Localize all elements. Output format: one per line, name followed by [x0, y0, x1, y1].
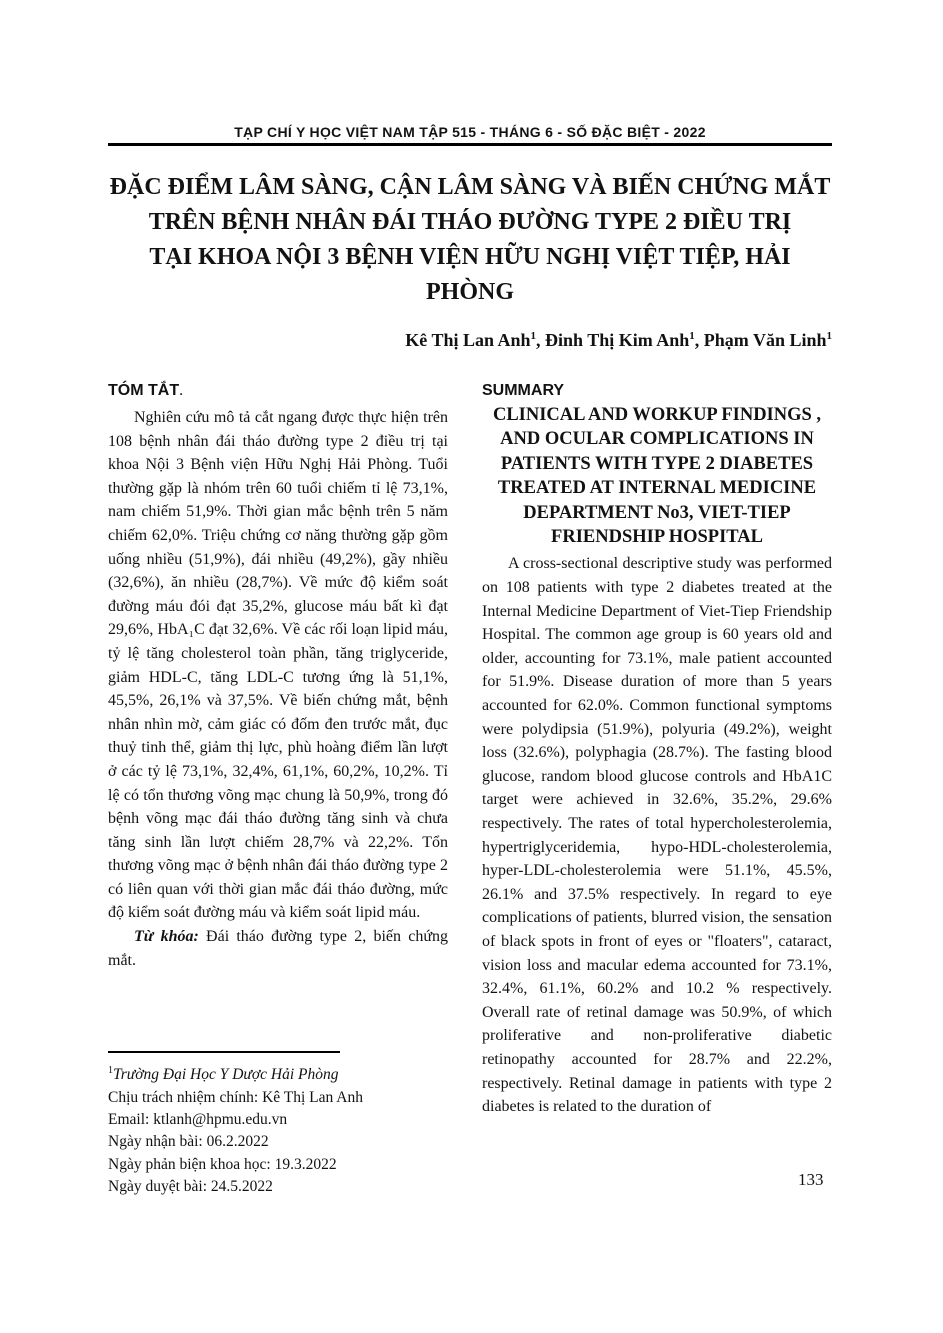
authors-line	[108, 324, 832, 353]
abstract-heading	[108, 379, 448, 403]
abstract-heading-dot: .	[179, 382, 184, 399]
footnote-received-date: Ngày nhận bài: 06.2.2022	[108, 1133, 269, 1151]
two-column-body	[108, 379, 832, 1211]
page-number: 133	[798, 1170, 824, 1189]
author-affiliation-mark: 1	[689, 330, 695, 342]
author-separator: ,	[536, 330, 546, 350]
author-affiliation-mark: 1	[826, 330, 832, 342]
footnote-accepted-date: Ngày duyệt bài: 24.5.2022	[108, 1178, 273, 1196]
summary-title-line: TREATED AT INTERNAL MEDICINE	[497, 478, 817, 499]
keywords-text: Đái tháo đường type 2, biến chứng mắt.	[108, 928, 448, 969]
article-title	[108, 170, 832, 310]
summary-text: A cross-sectional descriptive study was performed on 108 patients with type 2 diabetes treated at the Internal Medicine Department of Viet-Tiep Friendship Hospital. The common age group is 60 years old and older, accounting for 73.1%, male patient accounted for 51.9%. Disease duration of more than 5 years accounted for 62.0%. Common functional symptoms were polydipsia (51.9%), polyuria (49.2%), weight loss (32.6%), polyphagia (28.7%). The fasting blood glucose, random blood glucose controls and HbA1C target were achieved in 32.6%, 35.2%, 29.6% respectively. The rates of total hypercholesterolemia, hypertriglyceridemia, hypo-HDL-cholesterolemia, hyper-LDL-cholesterolemia were 51.1%, 45.5%, 26.1% and 37.5% respectively. In regard to eye complications of patients, blurred vision, the sensation of black spots in front of eyes or "floaters", cataract, vision loss and macular edema accounted for 73.1%, 32.4%, 61.1%, 60.2% and 10.2 % respectively. Overall rate of retinal damage was 50.9%, of which proliferative and non-proliferative diabetic retinopathy accounted for 28.7% and 22.2%, respectively. Retinal damage in patients with type 2 diabetes is related to the duration of	[482, 555, 832, 1116]
abstract-column	[108, 379, 448, 1211]
summary-title-line: FRIENDSHIP HOSPITAL	[551, 527, 763, 548]
footnote-review-date: Ngày phản biện khoa học: 19.3.2022	[108, 1155, 337, 1173]
footnote-block	[108, 1051, 448, 1199]
author-name: Phạm Văn Linh	[703, 330, 827, 350]
summary-title-line: AND OCULAR COMPLICATIONS IN	[500, 429, 814, 450]
footnote-email: Email: ktlanh@hpmu.edu.vn	[108, 1110, 288, 1128]
summary-title-line: CLINICAL AND WORKUP FINDINGS ,	[492, 405, 822, 425]
author-name: Đinh Thị Kim Anh	[545, 330, 690, 350]
author-affiliation-mark: 1	[530, 330, 537, 342]
abstract-heading-text: TÓM TẮT	[108, 382, 180, 399]
footnote-rule	[108, 1051, 340, 1053]
summary-title-line: PATIENTS WITH TYPE 2 DIABETES	[500, 453, 814, 474]
author-name: Kê Thị Lan Anh	[405, 330, 531, 350]
footnote-affiliation-mark: 1	[108, 1065, 113, 1076]
author-separator: ,	[694, 330, 704, 350]
summary-column	[482, 379, 832, 1211]
article-title-line: TẠI KHOA NỘI 3 BỆNH VIỆN HỮU NGHỊ VIỆT TIỆP, HẢI PHÒNG	[149, 244, 791, 305]
footnote-corresponding-author: Chịu trách nhiệm chính: Kê Thị Lan Anh	[108, 1088, 363, 1106]
footnote-affiliation	[108, 1060, 448, 1087]
summary-heading: SUMMARY	[482, 382, 565, 399]
article-title-line: ĐẶC ĐIỂM LÂM SÀNG, CẬN LÂM SÀNG VÀ BIẾN CHỨNG MẮT	[109, 174, 831, 200]
summary-title-line: DEPARTMENT No3, VIET-TIEP	[523, 502, 791, 523]
keywords-line	[108, 925, 448, 972]
summary-title	[482, 403, 832, 549]
article-title-line: TRÊN BỆNH NHÂN ĐÁI THÁO ĐƯỜNG TYPE 2 ĐIỀU TRỊ	[148, 209, 792, 235]
journal-header: TẠP CHÍ Y HỌC VIỆT NAM TẬP 515 - THÁNG 6 - SỐ ĐẶC BIỆT - 2022	[108, 124, 832, 146]
page-content	[108, 124, 832, 1211]
keywords-label: Từ khóa:	[134, 928, 199, 946]
abstract-text: Nghiên cứu mô tả cắt ngang được thực hiện trên 108 bệnh nhân đái tháo đường type 2 điều trị tại khoa Nội 3 Bệnh viện Hữu Nghị Hải Phòng. Tuổi thường gặp là nhóm trên 60 tuổi chiếm tỉ lệ 73,1%, nam chiếm 51,9%. Thời gian mắc bệnh trên 5 năm chiếm 62,0%. Triệu chứng cơ năng thường gặp gồm uống nhiều (51,9%), đái nhiều (49,2%), gầy nhiều (32,6%), ăn nhiều (28,7%). Về mức độ kiểm soát đường máu đói đạt 35,2%, glucose máu bất kì đạt 29,6%, HbA₁C đạt 32,6%. Về các rối loạn lipid máu, tỷ lệ tăng cholesterol toàn phần, tăng triglyceride, giảm HDL-C, tăng LDL-C tương ứng là 51,1%, 45,5%, 26,1% và 37,5%. Về biến chứng mắt, bệnh nhân nhìn mờ, cảm giác có đốm đen trước mắt, đục thuỷ tinh thể, giảm thị lực, phù hoàng điểm lần lượt ở các tỷ lệ 73,1%, 32,4%, 61,1%, 60,2%, 10,2%. Tỉ lệ có tổn thương võng mạc chung là 50,9%, trong đó bệnh võng mạc đái tháo đường tăng sinh và chưa tăng sinh lần lượt chiếm 28,7% và 22,2%. Tổn thương võng mạc ở bệnh nhân đái tháo đường type 2 có liên quan với thời gian mắc đái tháo đường, mức độ kiểm soát đường máu và kiểm soát lipid máu.	[108, 409, 448, 922]
footnote-affiliation-text: Trường Đại Học Y Dược Hải Phòng	[113, 1066, 339, 1084]
